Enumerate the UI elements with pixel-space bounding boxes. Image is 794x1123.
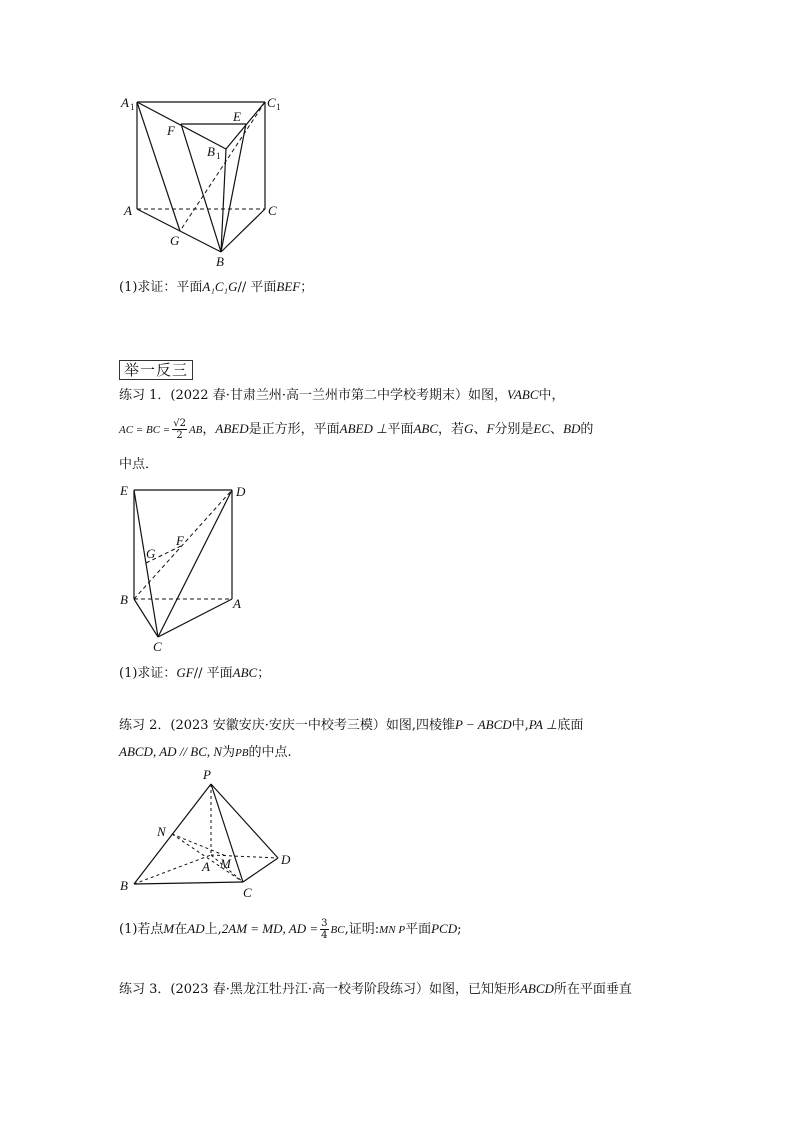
ex1-label-F: F [176,533,184,548]
label-B: B [216,254,224,269]
ex1-title: 练习 1．(2022 春·甘肃兰州·高一兰州市第二中学校考期末）如图，VABC中， [119,387,565,403]
section-heading: 举一反三 [119,360,193,380]
ex2-title: 练习 2．(2023 安徽安庆·安庆一中校考三模）如图,四棱锥P − ABCD中,PA ⊥底面 [119,717,584,733]
ex1-label-B: B [120,592,128,607]
fraction-sqrt2-over-2: $\frac{√2}{2}$ [173,418,186,441]
label-C1: C [267,95,276,110]
ex3-title: 练习 3．(2023 春·黑龙江牡丹江·高一校考阶段练习）如图，已知矩形ABCD所在平面垂直 [119,981,632,997]
intro-question-part1: (1)求证：平面A₁C₁G// 平面BEF； [119,279,314,295]
label-C: C [268,203,277,218]
label-C1-sub: 1 [276,102,281,112]
label-G: G [170,233,180,248]
label-A1-sub: 1 [130,102,135,112]
ex2-line2: ABCD, AD // BC, N为PB的中点. [119,744,292,760]
fraction-three-quarters: $\frac{3}{4}$ [321,918,328,941]
ex1-condition-line2: 中点． [119,457,159,472]
label-B1: B [207,144,215,159]
ex1-label-C: C [153,639,162,654]
label-F: F [167,123,175,138]
ex2-question-part1: (1)若点M在AD上,2AM = MD, AD = $\frac{3}{4}$ BC,证明:MN P平面PCD; [119,918,462,941]
ex1-label-G: G [146,546,156,561]
label-A1: A [121,95,129,110]
ex2-label-A: A [202,859,210,874]
ex2-label-M: M [220,856,231,871]
ex2-label-D: D [281,852,291,867]
label-E: E [233,109,241,124]
ex1-label-E: E [120,483,128,498]
ex1-question-part1: (1)求证：GF// 平面ABC； [119,665,271,681]
ex2-label-N: N [157,824,166,839]
ex1-condition: AC = BC = $\frac{√2}{2}$ AB，ABED是正方形，平面ABED ⊥平面ABC，若G、F分别是EC、BD的 [119,418,594,441]
ex2-label-B: B [120,878,128,893]
label-A: A [124,203,132,218]
label-B1-sub: 1 [216,151,221,161]
ex2-label-C: C [243,885,252,900]
ex2-label-P: P [203,767,211,782]
ex1-label-D: D [236,484,246,499]
ex1-label-A: A [233,596,241,611]
